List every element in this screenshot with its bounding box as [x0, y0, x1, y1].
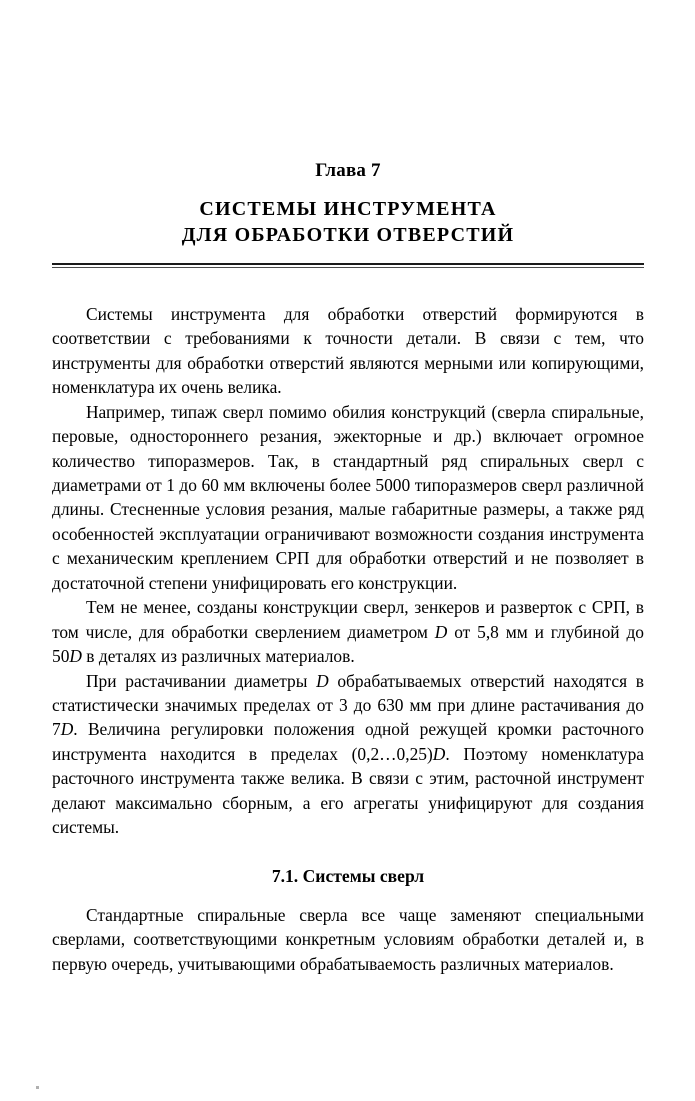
paragraph-3-part-1: Тем не менее, созданы конструкции сверл, зенкеров и разверток с СРП, в том числе, для обработки сверлением диаметром	[52, 597, 644, 642]
paragraph-2: Например, типаж сверл помимо обилия конструкций (сверла спиральные, перовые, одностороннего резания, эжекторные и др.) включает огромное количество типоразмеров. Так, в стандартный ряд спиральных сверл с диаметрами от 1 до 60 мм включены более 5000 типоразмеров сверл различной длины. Стесненные условия резания, малые габаритные размеры, а также ряд особенностей эксплуатации ограничивают возможности создания инструмента с механическим креплением СРП для обработки отверстий и не позволяет в достаточной степени унифицировать его конструкции.	[52, 401, 644, 593]
paragraph-3-part-2: от 5,8 мм и глубиной до 50	[52, 621, 645, 667]
paragraph-3-part-3: в деталях из различных материалов.	[81, 646, 355, 667]
page-content	[52, 0, 644, 976]
header-divider	[52, 263, 644, 268]
paragraph-4-part-3: . Величина регулировки положения одной режущей кромки расточного инструмента находится в пределах (0,2…0,25)	[52, 719, 644, 764]
paragraph-3	[52, 595, 644, 668]
paragraph-4-italic-3: D	[432, 743, 446, 764]
paragraph-4-part-2: обрабатываемых отверстий находятся в статистически значимых пределах от 3 до 630 мм при длине растачивания до 7	[52, 670, 644, 740]
chapter-number: Глава 7	[315, 160, 381, 181]
chapter-title-line-1: СИСТЕМЫ ИНСТРУМЕНТА	[199, 198, 497, 220]
page-corner-mark	[36, 1086, 39, 1089]
paragraph-3-italic-2: D	[69, 646, 82, 667]
body-text	[52, 302, 644, 976]
chapter-title-line-2: ДЛЯ ОБРАБОТКИ ОТВЕРСТИЙ	[181, 224, 515, 247]
paragraph-4-italic-1: D	[316, 670, 329, 691]
paragraph-4	[52, 669, 644, 840]
paragraph-1: Системы инструмента для обработки отверстий формируются в соответствии с требованиями к точности детали. В связи с тем, что инструменты для обработки отверстий являются мерными или копирующими, номенклатура их очень велика.	[52, 303, 644, 398]
paragraph-4-italic-2: D	[60, 719, 74, 740]
section-heading: 7.1. Системы сверл	[271, 865, 425, 886]
paragraph-4-part-4: . Поэтому номенклатура расточного инструмента также велика. В связи с этим, расточной инструмент делают максимально сборным, а его агрегаты унифицируют для создания системы.	[52, 743, 644, 838]
chapter-title	[52, 196, 644, 249]
paragraph-4-part-1: При растачивании диаметры	[86, 670, 317, 691]
paragraph-5: Стандартные спиральные сверла все чаще заменяют специальными сверлами, соответствующими конкретным условиям обработки деталей и, в первую очередь, учитывающими обрабатываемость различных материалов.	[52, 904, 644, 974]
paragraph-3-italic-1: D	[434, 621, 448, 642]
